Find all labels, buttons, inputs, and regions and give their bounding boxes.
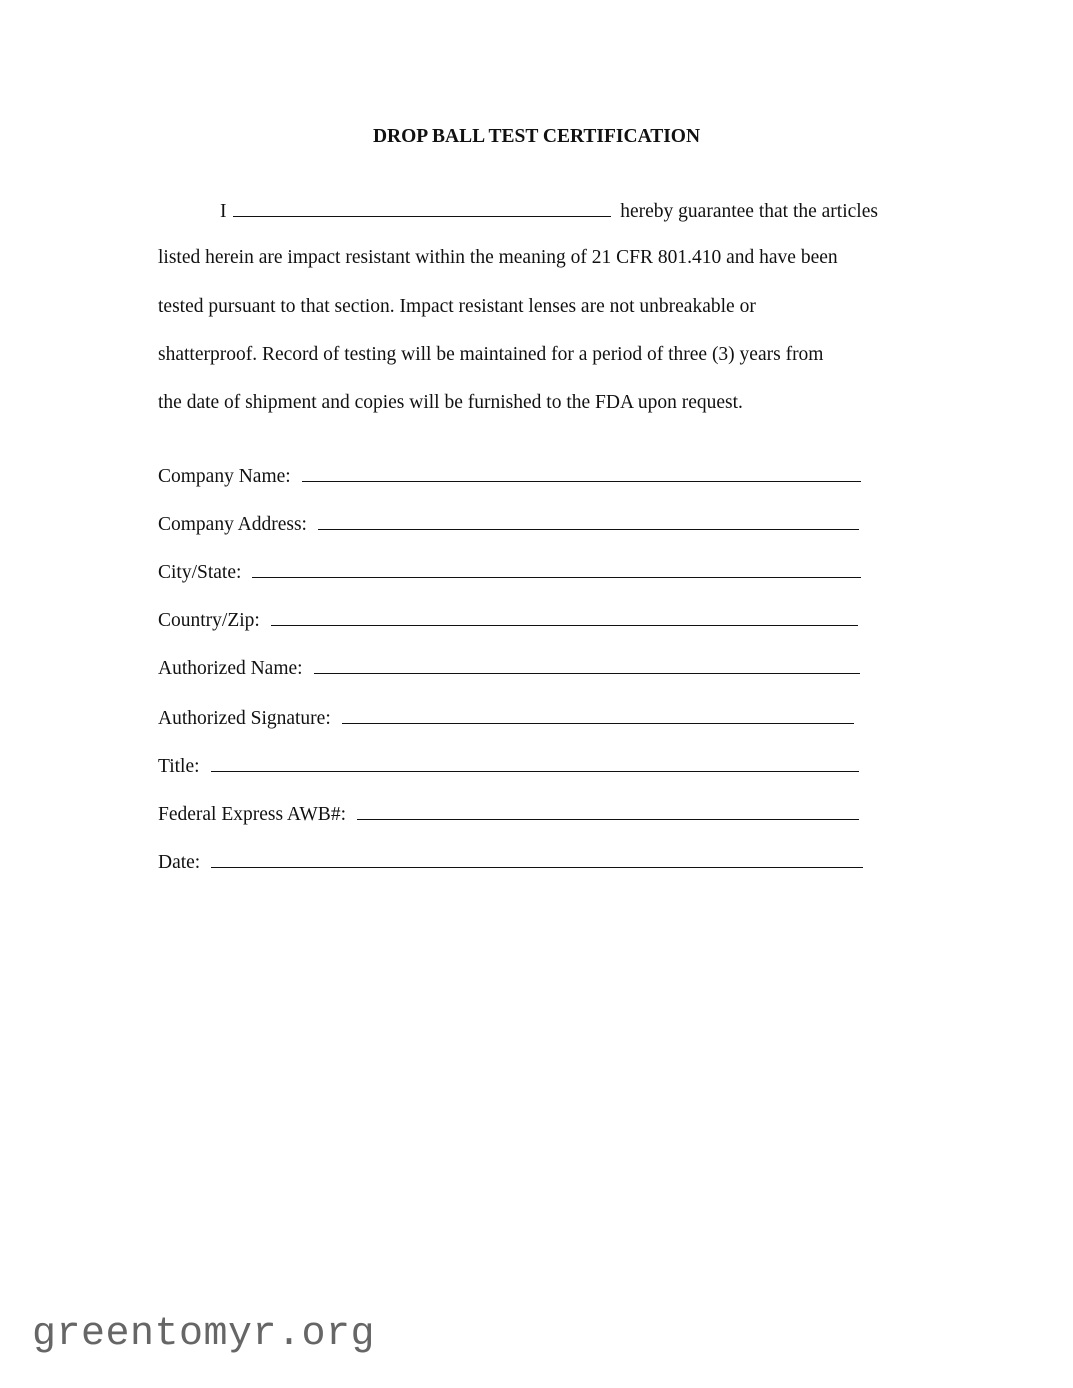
paragraph-line-2: listed herein are impact resistant within the meaning of 21 CFR 801.410 and have been [158,247,838,268]
field-company-name [158,465,861,488]
field-label: City/State: [158,562,242,583]
authorized-name-input[interactable] [314,657,860,674]
company-name-input[interactable] [302,465,861,482]
field-label: Authorized Name: [158,658,303,679]
field-label: Date: [158,852,201,873]
date-input[interactable] [211,851,863,868]
field-label: Federal Express AWB#: [158,804,346,825]
field-company-address [158,513,859,536]
field-city-state [158,561,861,584]
paragraph-line-1 [220,198,878,223]
field-label: Company Name: [158,466,291,487]
paragraph-line-4: shatterproof. Record of testing will be maintained for a period of three (3) years from [158,344,824,365]
title-input[interactable] [211,755,859,772]
fedex-awb-input[interactable] [357,803,859,820]
certifier-name-field[interactable] [233,198,611,217]
company-address-input[interactable] [318,513,859,530]
authorized-signature-input[interactable] [342,707,854,724]
lead-text: I [220,201,227,222]
paragraph-line-5: the date of shipment and copies will be furnished to the FDA upon request. [158,392,743,413]
field-authorized-name [158,657,860,680]
city-state-input[interactable] [252,561,861,578]
field-label: Company Address: [158,514,307,535]
field-authorized-signature [158,707,854,730]
field-label: Authorized Signature: [158,708,331,729]
paragraph-line-3: tested pursuant to that section. Impact resistant lenses are not unbreakable or [158,296,756,317]
document-title: DROP BALL TEST CERTIFICATION [372,126,701,147]
watermark: greentomyr.org [32,1312,376,1357]
line1-rest: hereby guarantee that the articles [620,201,878,222]
field-label: Country/Zip: [158,610,260,631]
field-date [158,851,863,874]
field-country-zip [158,609,858,632]
country-zip-input[interactable] [271,609,858,626]
field-fedex-awb [158,803,859,826]
field-title [158,755,859,778]
field-label: Title: [158,756,200,777]
